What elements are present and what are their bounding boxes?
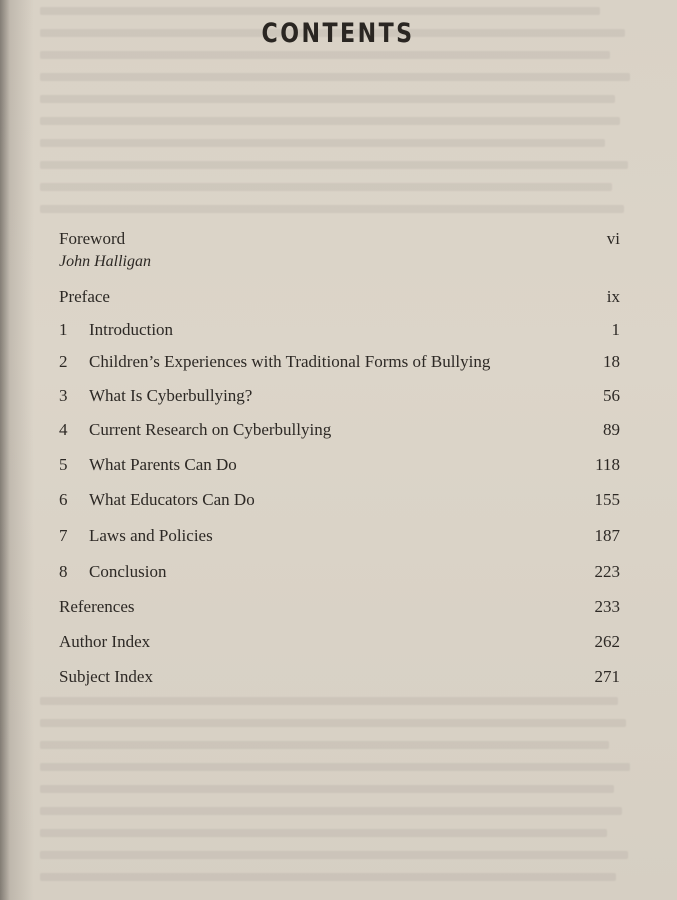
toc-entry-chapter-8[interactable] [0,562,677,588]
toc-entry-chapter-number: 3 [59,386,68,405]
toc-entry-chapter-4[interactable] [0,420,677,446]
toc-entry-chapter-number: 8 [59,562,68,581]
toc-entry-chapter-7[interactable] [0,526,677,552]
toc-entry-chapter-number: 6 [59,490,68,509]
toc-entry-chapter-number: 5 [59,455,68,474]
toc-entry-preface[interactable] [0,287,677,313]
toc-entry-author-index[interactable] [0,632,677,658]
toc-entry-chapter-2[interactable] [0,352,677,378]
toc-entry-references[interactable] [0,597,677,623]
toc-entry-chapter-number: 7 [59,526,68,545]
toc-entry-label: References [59,597,135,616]
toc-entry-label: Conclusion [89,562,167,581]
toc-entry-page-number: 118 [595,455,620,474]
toc-entry-chapter-1[interactable] [0,320,677,346]
toc-entry-page-number: 223 [594,562,620,581]
toc-entry-foreword[interactable] [0,229,677,255]
toc-entry-label: Preface [59,287,110,306]
toc-entry-label: Children’s Experiences with Traditional Forms of Bullying [89,352,491,371]
toc-entry-label: Laws and Policies [89,526,213,545]
toc-entry-page-number: 233 [594,597,620,616]
bleed-through-text-bottom [40,690,657,900]
toc-entry-chapter-number: 4 [59,420,68,439]
toc-entry-chapter-number: 1 [59,320,68,339]
toc-entry-subject-index[interactable] [0,667,677,693]
toc-entry-page-number: ix [606,287,620,306]
toc-entry-chapter-6[interactable] [0,490,677,516]
toc-entry-chapter-number: 2 [59,352,68,371]
toc-entry-page-number: 271 [594,667,620,686]
foreword-author: John Halligan [59,253,151,270]
toc-entry-label: Foreword [59,229,126,248]
toc-entry-chapter-5[interactable] [0,455,677,481]
toc-entry-label: What Educators Can Do [89,490,255,509]
toc-entry-label: What Parents Can Do [89,455,237,474]
toc-entry-chapter-3[interactable] [0,386,677,412]
toc-entry-label: Subject Index [59,667,153,686]
contents-heading: CONTENTS [261,18,415,49]
toc-entry-page-number: vi [606,229,620,248]
toc-entry-page-number: 262 [594,632,620,651]
toc-entry-label: Current Research on Cyberbullying [89,420,332,439]
toc-entry-page-number: 1 [611,320,620,339]
toc-entry-label: What Is Cyberbullying? [89,386,253,405]
toc-entry-page-number: 89 [603,420,620,439]
toc-entry-label: Author Index [59,632,151,651]
toc-entry-page-number: 187 [594,526,620,545]
toc-entry-page-number: 18 [603,352,620,371]
toc-entry-page-number: 155 [594,490,620,509]
toc-entry-page-number: 56 [603,386,620,405]
toc-entry-label: Introduction [89,320,174,339]
